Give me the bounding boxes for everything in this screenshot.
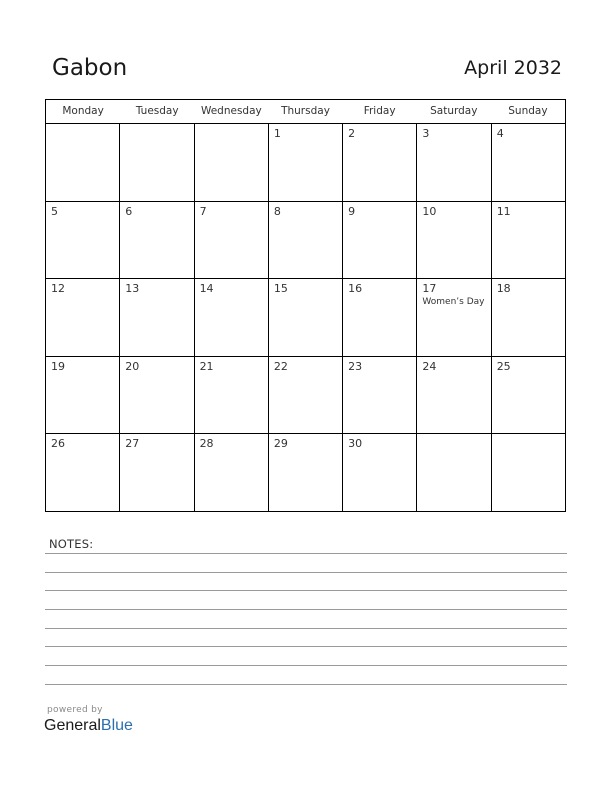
weekday-saturday: Saturday (430, 105, 478, 117)
empty-day-cell (46, 124, 120, 201)
day-cell (417, 357, 491, 434)
notes-label: NOTES: (49, 537, 94, 551)
day-cell (343, 279, 417, 356)
day-number: 1 (273, 127, 281, 140)
day-number: 27 (125, 437, 140, 451)
day-cell (120, 202, 194, 279)
day-number: 3 (422, 127, 430, 140)
day-cell (195, 279, 269, 356)
country-title: Gabon (52, 55, 128, 81)
weekday-header-row (46, 100, 565, 124)
day-number: 25 (496, 359, 511, 373)
day-cell (120, 357, 194, 434)
day-cell (46, 279, 120, 356)
day-number: 19 (51, 359, 65, 373)
brand-blue: Blue (100, 717, 133, 734)
day-number: 23 (348, 359, 363, 373)
day-cell (269, 202, 343, 279)
day-number: 11 (496, 204, 511, 218)
week-row (46, 279, 565, 357)
day-number: 8 (273, 204, 281, 218)
day-number: 16 (348, 282, 363, 296)
day-number: 24 (422, 359, 437, 373)
day-number: 26 (51, 437, 65, 451)
day-cell (195, 357, 269, 434)
weekday-thursday: Thursday (281, 105, 330, 117)
day-number: 22 (273, 359, 288, 373)
day-cell (269, 357, 343, 434)
day-cell (492, 279, 565, 356)
day-cell (46, 202, 120, 279)
day-cell (343, 124, 417, 201)
week-row (46, 357, 565, 435)
generalblue-logo[interactable] (44, 717, 133, 735)
weekday-monday: Monday (62, 105, 104, 117)
calendar-grid (45, 99, 566, 512)
day-number: 21 (199, 359, 214, 373)
day-number: 4 (496, 127, 504, 140)
day-number: 18 (496, 282, 511, 296)
note-line (45, 609, 567, 610)
note-line (45, 646, 567, 647)
day-number: 15 (273, 282, 288, 296)
note-line (45, 665, 567, 666)
note-line (45, 628, 567, 629)
note-line (45, 590, 567, 591)
day-cell (492, 357, 565, 434)
weekday-friday: Friday (363, 105, 396, 117)
note-line (45, 684, 567, 685)
day-cell (492, 124, 565, 201)
month-year-title: April 2032 (464, 57, 562, 79)
powered-by-text: powered by (47, 705, 103, 715)
holiday-label: Women’s Day (422, 297, 485, 308)
weeks-container (46, 124, 565, 511)
empty-day-cell (120, 124, 194, 201)
day-number: 6 (125, 204, 133, 218)
weekday-sunday: Sunday (508, 105, 548, 117)
empty-day-cell (195, 124, 269, 201)
day-cell (269, 124, 343, 201)
day-number: 30 (348, 437, 363, 451)
day-number: 5 (51, 204, 58, 218)
week-row (46, 202, 565, 280)
day-number: 28 (199, 437, 214, 451)
empty-day-cell (492, 434, 565, 511)
day-cell (46, 357, 120, 434)
day-cell (343, 434, 417, 511)
day-number: 14 (199, 282, 214, 296)
day-cell (195, 202, 269, 279)
brand-general: General (44, 717, 101, 734)
day-cell (417, 124, 491, 201)
day-cell (120, 434, 194, 511)
empty-day-cell (417, 434, 491, 511)
day-cell (417, 202, 491, 279)
day-cell (343, 357, 417, 434)
day-cell (195, 434, 269, 511)
day-number: 12 (51, 282, 65, 296)
day-cell (46, 434, 120, 511)
day-cell (417, 279, 491, 356)
day-number: 2 (348, 127, 356, 140)
day-cell (120, 279, 194, 356)
day-number: 7 (199, 204, 207, 218)
day-number: 17 (422, 282, 437, 296)
day-number: 9 (348, 204, 356, 218)
week-row (46, 434, 565, 511)
day-number: 29 (273, 437, 288, 451)
day-cell (269, 434, 343, 511)
weekday-wednesday: Wednesday (200, 105, 262, 117)
day-number: 10 (422, 204, 437, 218)
day-cell (343, 202, 417, 279)
day-cell (269, 279, 343, 356)
day-number: 20 (125, 359, 140, 373)
day-number: 13 (125, 282, 140, 296)
day-cell (492, 202, 565, 279)
note-line (45, 572, 567, 573)
weekday-tuesday: Tuesday (135, 105, 179, 117)
note-line (45, 553, 567, 554)
week-row (46, 124, 565, 202)
